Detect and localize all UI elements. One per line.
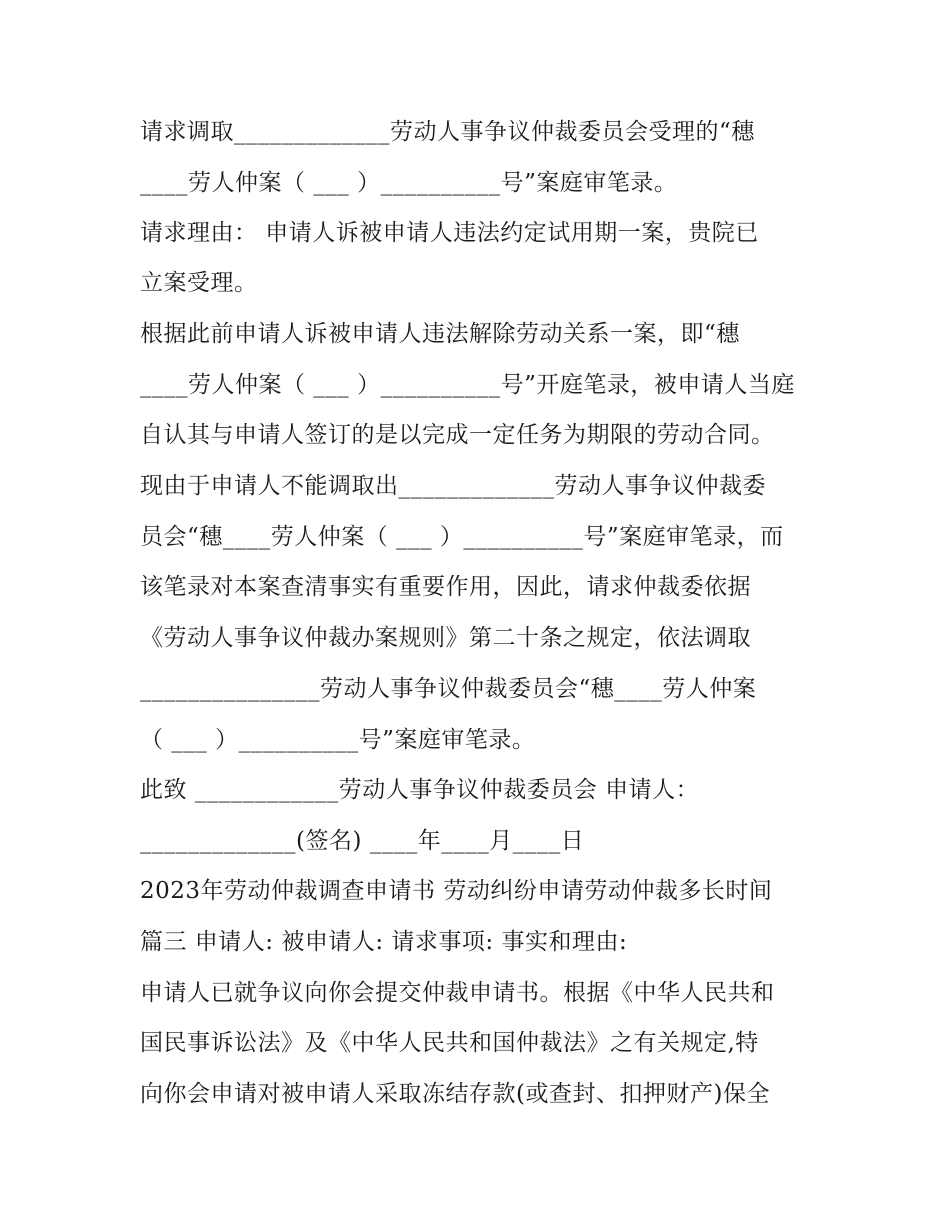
text-line: 立案受理。 [140, 270, 258, 296]
text-line: 向你会申请对被申请人采取冻结存款(或查封、扣押财产)保全 [140, 1081, 770, 1107]
text-line: 《劳动人事争议仲裁办案规则》第二十条之规定，依法调取 [140, 625, 751, 651]
text-line: ____劳人仲案（ ___ ）__________号”案庭审笔录。 [140, 170, 678, 196]
text-line: 此致 ____________劳动人事争议仲裁委员会 申请人： [140, 777, 700, 803]
text-line: _____________(签名) ____年____月____日 [140, 828, 585, 854]
text-line: 该笔录对本案查清事实有重要作用，因此，请求仲裁委依据 [140, 574, 751, 600]
text-line: 自认其与申请人签订的是以完成一定任务为期限的劳动合同。 [140, 422, 775, 448]
text-line: 申请人已就争议向你会提交仲裁申请书。根据《中华人民共和 [140, 980, 775, 1006]
text-line: _______________劳动人事争议仲裁委员会“穗____劳人仲案 [140, 676, 757, 702]
text-line: 员会“穗____劳人仲案（ ___ ）__________号”案庭审笔录，而 [140, 524, 784, 550]
text-line: 国民事诉讼法》及《中华人民共和国仲裁法》之有关规定,特 [140, 1030, 759, 1056]
text-line: 2023年劳动仲裁调查申请书 劳动纠纷申请劳动仲裁多长时间 [140, 878, 773, 904]
text-line: 篇三 申请人: 被申请人: 请求事项: 事实和理由: [140, 929, 628, 955]
text-line: （ ___ ）__________号”案庭审笔录。 [140, 727, 536, 753]
text-line: 现由于申请人不能调取出_____________劳动人事争议仲裁委 [140, 473, 766, 499]
text-line: ____劳人仲案（ ___ ）__________号”开庭笔录，被申请人当庭 [140, 372, 795, 398]
text-line: 请求理由： 申请人诉被申请人违法约定试用期一案，贵院已 [140, 220, 759, 246]
text-line: 请求调取_____________劳动人事争议仲裁委员会受理的“穗 [140, 119, 755, 145]
text-line: 根据此前申请人诉被申请人违法解除劳动关系一案，即“穗 [140, 321, 740, 347]
